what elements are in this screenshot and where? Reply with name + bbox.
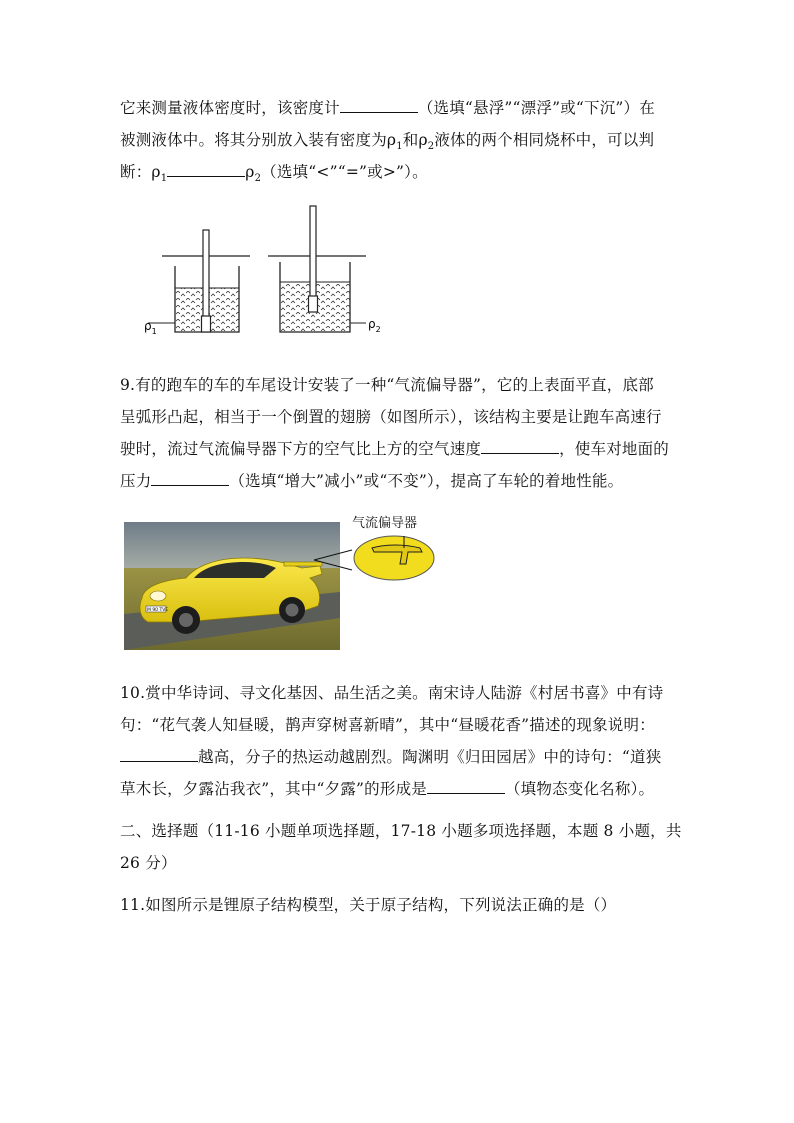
air-deflector-label: 气流偏导器 xyxy=(352,516,418,531)
q11-text: 11.如图所示是锂原子结构模型，关于原子结构，下列说法正确的是（） xyxy=(120,896,617,914)
q9-line-4 xyxy=(120,469,623,491)
q8-text: （选填“悬浮”“漂浮”或“下沉”）在 xyxy=(417,99,655,117)
subscript: 1 xyxy=(396,141,403,153)
answer-blank[interactable] xyxy=(167,162,245,177)
q8-text: （选填“<”“=”或>”）。 xyxy=(261,163,428,181)
q10-text: （填物态变化名称）。 xyxy=(504,780,655,798)
q8-line-1 xyxy=(120,96,655,118)
subscript: 1 xyxy=(160,173,168,185)
q11-line-1 xyxy=(120,893,616,915)
beaker-left xyxy=(148,230,250,332)
answer-blank[interactable] xyxy=(151,471,229,486)
q10-text: 草木长，夕露沾我衣”，其中“夕露”的形成是 xyxy=(120,780,427,798)
subscript: 2 xyxy=(427,141,435,153)
q8-text: 被测液体中。将其分别放入装有密度为ρ xyxy=(120,131,397,149)
hydrometer-beakers-figure xyxy=(140,200,400,345)
spoiler-callout xyxy=(312,524,436,588)
q9-text: 压力 xyxy=(120,472,152,490)
beaker-right xyxy=(268,206,366,332)
q10-line-4 xyxy=(120,777,654,799)
q9-text: 9.有的跑车的车的车尾设计安装了一种“气流偏导器”，它的上表面平直，底部 xyxy=(120,376,654,394)
q10-text: 越高，分子的热运动越剧烈。陶渊明《归田园居》中的诗句：“道狭 xyxy=(198,748,662,766)
q8-line-3 xyxy=(120,160,428,184)
section-2-heading-cont xyxy=(120,851,177,873)
section-text: 二、选择题（11-16 小题单项选择题，17-18 小题多项选择题，本题 8 小题，共 xyxy=(120,822,682,840)
q9-text: （选填“增大”减小”或“不变”），提高了车轮的着地性能。 xyxy=(229,472,624,490)
q9-line-1 xyxy=(120,373,654,395)
q10-text: 句：“花气袭人知昼暖，鹊声穿树喜新晴”，其中“昼暖花香”描述的现象说明： xyxy=(120,716,655,734)
answer-blank[interactable] xyxy=(427,779,505,794)
answer-blank[interactable] xyxy=(481,439,559,454)
license-plate: M 90 TVE xyxy=(147,608,169,613)
q10-line-2 xyxy=(120,713,655,735)
sports-car-photo xyxy=(124,522,340,650)
rho1-label: $\rho_1$ xyxy=(144,319,157,336)
section-text: 26 分） xyxy=(120,854,177,872)
subscript: 2 xyxy=(254,173,262,185)
answer-blank[interactable] xyxy=(120,747,198,762)
q9-line-3 xyxy=(120,437,669,459)
q10-line-3 xyxy=(120,745,661,767)
q8-text: 断：ρ xyxy=(120,163,161,181)
rho2-label: $\rho_2$ xyxy=(368,317,381,334)
q8-line-2 xyxy=(120,128,654,152)
section-2-heading xyxy=(120,819,682,841)
q9-text: 呈弧形凸起，相当于一个倒置的翅膀（如图所示），该结构主要是让跑车高速行 xyxy=(120,408,662,426)
q8-text: ρ xyxy=(245,163,255,181)
q9-line-2 xyxy=(120,405,662,427)
answer-blank[interactable] xyxy=(340,98,418,113)
q8-text: 液体的两个相同烧杯中，可以判 xyxy=(434,131,655,149)
q9-text: 驶时，流过气流偏导器下方的空气比上方的空气速度 xyxy=(120,440,482,458)
q10-line-1 xyxy=(120,681,663,703)
q8-text: 它来测量液体密度时，该密度计 xyxy=(120,99,340,117)
q8-text: 和ρ xyxy=(402,131,428,149)
q10-text: 10.赏中华诗词、寻文化基因、品生活之美。南宋诗人陆游《村居书喜》中有诗 xyxy=(120,684,664,702)
q9-text: ，使车对地面的 xyxy=(559,440,670,458)
